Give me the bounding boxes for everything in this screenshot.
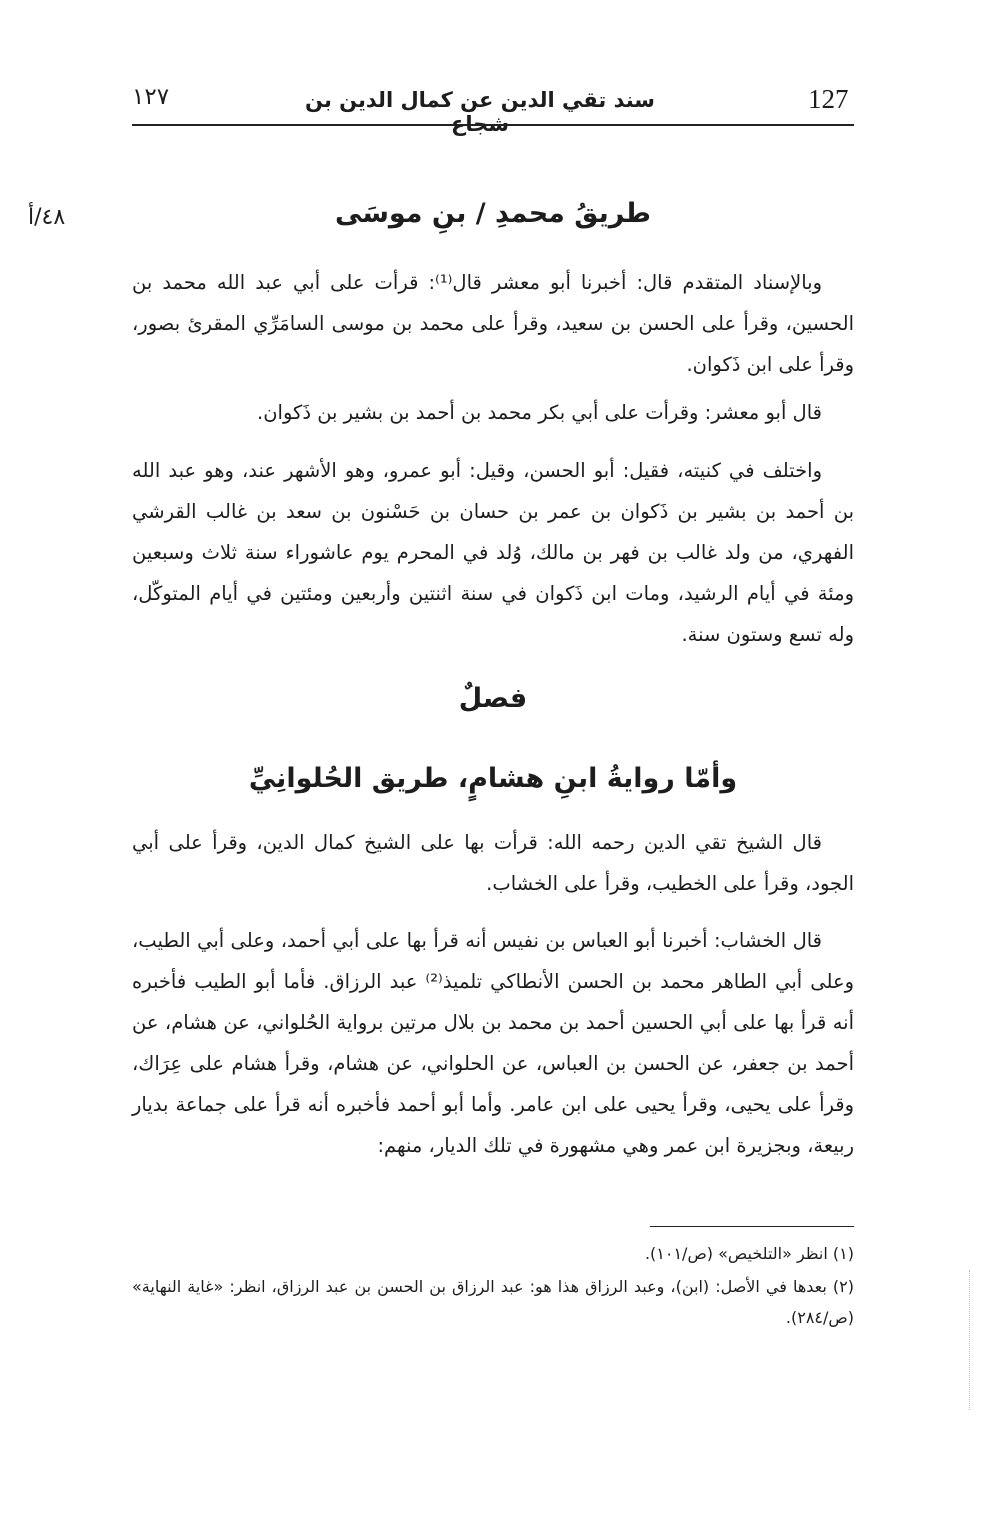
page-number-arabic: ١٢٧ (132, 84, 170, 110)
paragraph: قال أبو معشر: وقرأت على أبي بكر محمد بن أحمد بن بشير بن ذَكوان. (257, 401, 822, 424)
footnote: (١) انظر «التلخيص» (ص/١٠١). (644, 1244, 854, 1263)
margin-folio-reference: ٤٨/أ (28, 205, 66, 230)
footnote: (٢) بعدها في الأصل: (ابن)، وعبد الرزاق هذا هو: عبد الرزاق بن الحسن بن عبد الرزاق، انظر: «غاية النهاية» (ص/٢٨٤). (132, 1277, 854, 1327)
paragraph: وبالإسناد المتقدم قال: أخبرنا أبو معشر قال⁽¹⁾: قرأت على أبي عبد الله محمد بن الحسين، وقرأ على الحسن بن سعيد، وقرأ على محمد بن موسى السامَرِّي المقرئ بصور، وقرأ على ابن ذَكوان. (132, 271, 854, 376)
footnotes (132, 1238, 854, 1335)
chapter-label: فصلٌ (458, 683, 528, 714)
running-title: سند تقي الدين عن كمال الدين بن شجاع (305, 88, 655, 136)
page-number-latin: 127 (808, 84, 849, 114)
paragraph: قال الشيخ تقي الدين رحمه الله: قرأت بها على الشيخ كمال الدين، وقرأ على أبي الجود، وقرأ على الخطيب، وقرأ على الخشاب. (132, 831, 854, 895)
footnote-rule (650, 1226, 854, 1227)
paragraph: قال الخشاب: أخبرنا أبو العباس بن نفيس أنه قرأ بها على أبي أحمد، وعلى أبي الطيب، وعلى أبي الطاهر محمد بن الحسن الأنطاكي تلميذ⁽²⁾ عبد الرزاق. فأما أبو الطيب فأخبره أنه قرأ بها على أبي الحسين أحمد بن محمد بن بلال مرتين برواية الحُلواني، عن هشام، عن أحمد بن جعفر، عن الحسن بن العباس، عن الحلواني، عن هشام، وقرأ هشام على عِرَاك، وقرأ على يحيى، وقرأ يحيى على ابن عامر. وأما أبو أحمد فأخبره أنه قرأ على جماعة بديار ربيعة، وبجزيرة ابن عمر وهي مشهورة في تلك الديار، منهم: (132, 929, 855, 1157)
section-heading-ibn-hisham: وأمّا روايةُ ابنِ هشامٍ، طريق الحُلوانِيِّ (248, 763, 738, 794)
paragraph: واختلف في كنيته، فقيل: أبو الحسن، وقيل: أبو عمرو، وهو الأشهر عند، وهو عبد الله بن أحمد بن بشير بن ذَكوان بن عمر بن حسان بن حَسْنون بن سعد بن غالب القرشي الفهري، من ولد غالب بن فهر بن مالك، وُلد في المحرم يوم عاشوراء سنة ثلاث وسبعين ومئة في أيام الرشيد، ومات ابن ذَكوان في سنة اثنتين وأربعين ومئتين في أيام المتوكّل، وله تسع وستون سنة. (132, 459, 854, 646)
scan-edge-mark (969, 1270, 970, 1410)
header-rule (132, 124, 854, 126)
section-heading-muhammad-ibn-musa: طريقُ محمدِ / بنِ موسَى (335, 198, 651, 229)
